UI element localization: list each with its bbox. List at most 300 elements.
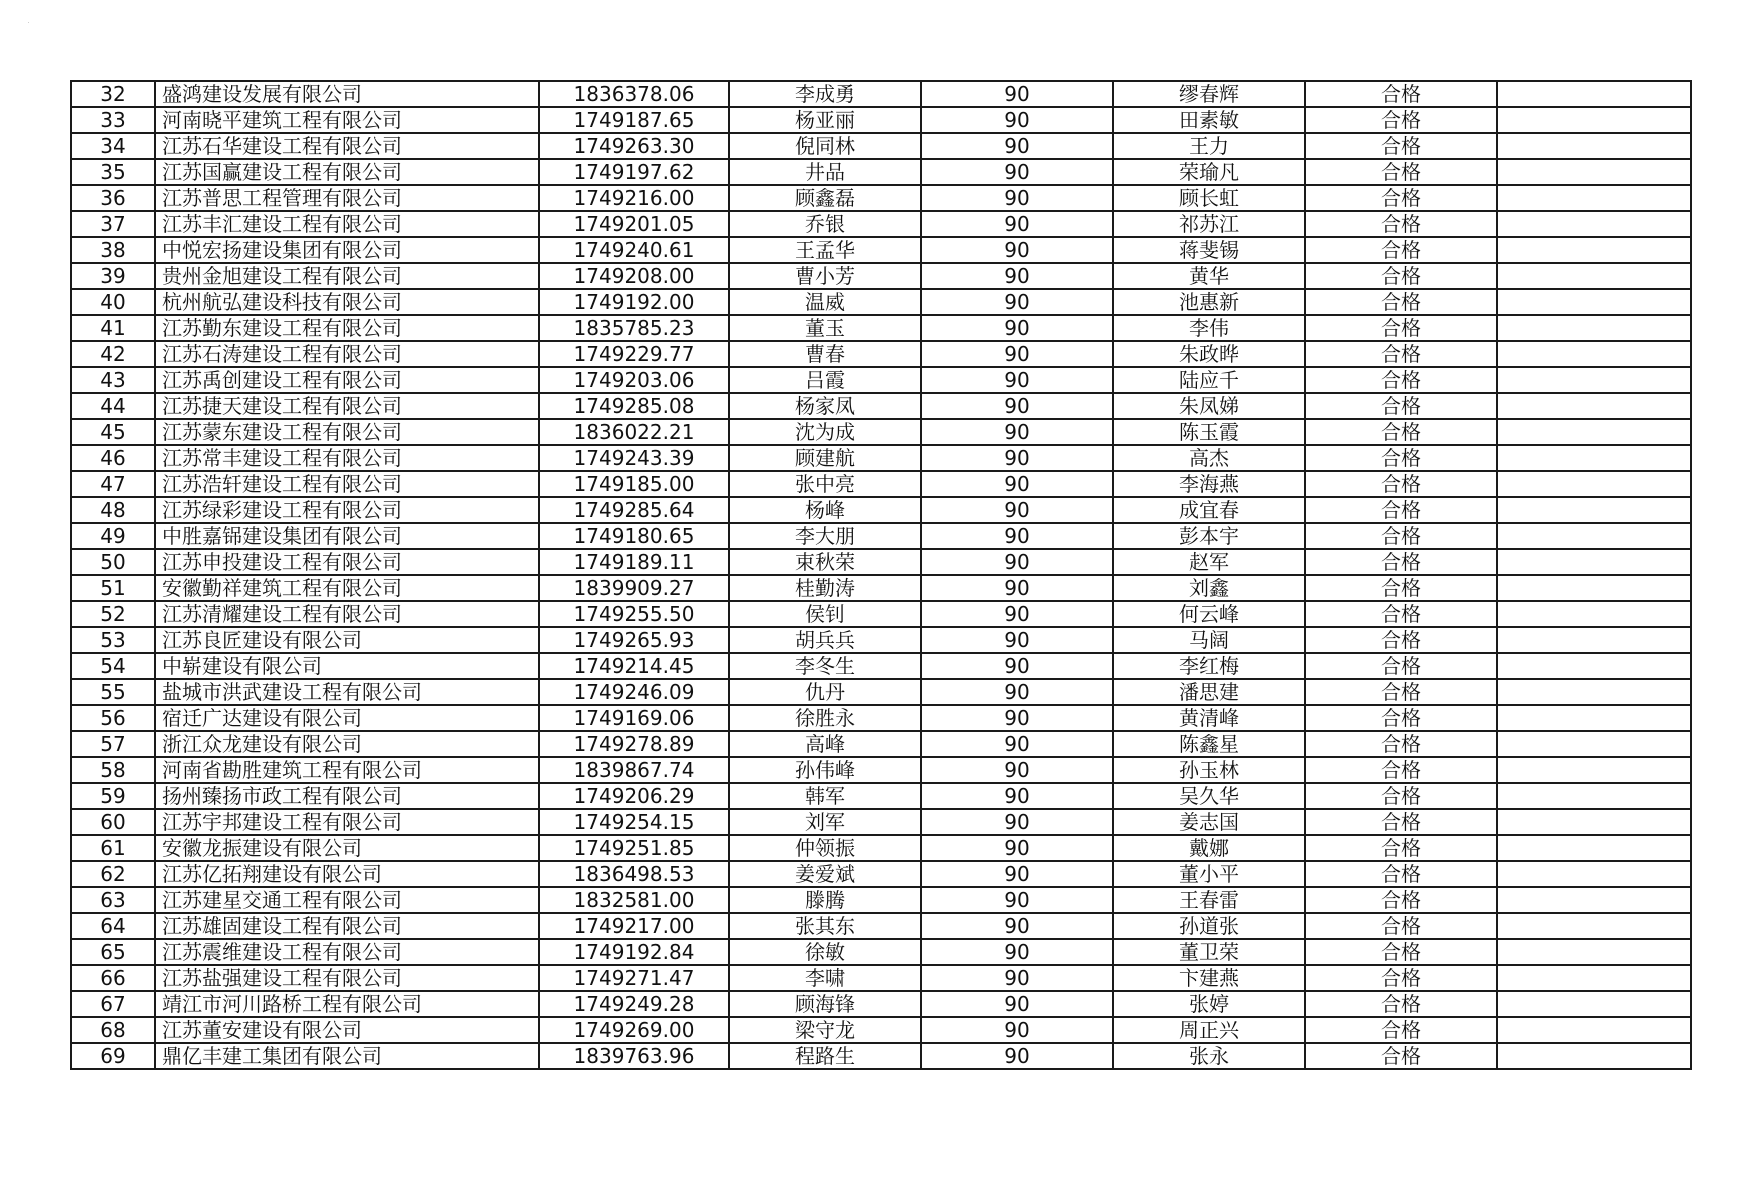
- cell-project-manager: 高峰: [729, 731, 921, 757]
- cell-remark: [1497, 523, 1691, 549]
- cell-technical-lead: 董小平: [1113, 861, 1305, 887]
- cell-index: 59: [71, 783, 155, 809]
- cell-score: 90: [921, 1017, 1113, 1043]
- cell-score: 90: [921, 211, 1113, 237]
- scan-mark: [28, 22, 29, 23]
- table-row: [71, 211, 1691, 237]
- cell-result: 合格: [1305, 861, 1497, 887]
- table-row: [71, 679, 1691, 705]
- cell-bid-price: 1749271.47: [539, 965, 729, 991]
- cell-result: 合格: [1305, 887, 1497, 913]
- cell-project-manager: 倪同林: [729, 133, 921, 159]
- table-row: [71, 549, 1691, 575]
- table-row: [71, 341, 1691, 367]
- cell-index: 60: [71, 809, 155, 835]
- cell-result: 合格: [1305, 133, 1497, 159]
- cell-index: 46: [71, 445, 155, 471]
- cell-company-name: 鼎亿丰建工集团有限公司: [155, 1043, 539, 1069]
- cell-technical-lead: 王力: [1113, 133, 1305, 159]
- cell-project-manager: 李大朋: [729, 523, 921, 549]
- cell-company-name: 江苏禹创建设工程有限公司: [155, 367, 539, 393]
- cell-project-manager: 胡兵兵: [729, 627, 921, 653]
- cell-project-manager: 井品: [729, 159, 921, 185]
- cell-bid-price: 1749243.39: [539, 445, 729, 471]
- cell-index: 37: [71, 211, 155, 237]
- table-row: [71, 991, 1691, 1017]
- cell-project-manager: 王孟华: [729, 237, 921, 263]
- cell-score: 90: [921, 939, 1113, 965]
- table-row: [71, 913, 1691, 939]
- cell-result: 合格: [1305, 575, 1497, 601]
- cell-remark: [1497, 991, 1691, 1017]
- cell-bid-price: 1749206.29: [539, 783, 729, 809]
- table-row: [71, 835, 1691, 861]
- cell-score: 90: [921, 627, 1113, 653]
- cell-company-name: 江苏石华建设工程有限公司: [155, 133, 539, 159]
- table-row: [71, 887, 1691, 913]
- cell-remark: [1497, 263, 1691, 289]
- cell-technical-lead: 李红梅: [1113, 653, 1305, 679]
- table-row: [71, 1043, 1691, 1069]
- cell-index: 35: [71, 159, 155, 185]
- cell-index: 63: [71, 887, 155, 913]
- cell-index: 50: [71, 549, 155, 575]
- cell-company-name: 江苏普思工程管理有限公司: [155, 185, 539, 211]
- cell-company-name: 盛鸿建设发展有限公司: [155, 81, 539, 107]
- table-row: [71, 783, 1691, 809]
- cell-score: 90: [921, 471, 1113, 497]
- cell-company-name: 江苏捷天建设工程有限公司: [155, 393, 539, 419]
- cell-bid-price: 1749189.11: [539, 549, 729, 575]
- cell-score: 90: [921, 263, 1113, 289]
- cell-remark: [1497, 315, 1691, 341]
- cell-technical-lead: 何云峰: [1113, 601, 1305, 627]
- cell-remark: [1497, 731, 1691, 757]
- cell-remark: [1497, 783, 1691, 809]
- cell-remark: [1497, 549, 1691, 575]
- cell-bid-price: 1749254.15: [539, 809, 729, 835]
- table-row: [71, 393, 1691, 419]
- cell-company-name: 靖江市河川路桥工程有限公司: [155, 991, 539, 1017]
- cell-technical-lead: 陆应千: [1113, 367, 1305, 393]
- cell-company-name: 中悦宏扬建设集团有限公司: [155, 237, 539, 263]
- cell-company-name: 中崭建设有限公司: [155, 653, 539, 679]
- cell-remark: [1497, 133, 1691, 159]
- cell-index: 66: [71, 965, 155, 991]
- cell-remark: [1497, 1043, 1691, 1069]
- table-body: [71, 81, 1691, 1069]
- cell-bid-price: 1839867.74: [539, 757, 729, 783]
- table-row: [71, 237, 1691, 263]
- cell-result: 合格: [1305, 419, 1497, 445]
- cell-index: 49: [71, 523, 155, 549]
- cell-bid-price: 1749192.84: [539, 939, 729, 965]
- cell-score: 90: [921, 653, 1113, 679]
- cell-index: 53: [71, 627, 155, 653]
- cell-project-manager: 沈为成: [729, 419, 921, 445]
- cell-project-manager: 杨峰: [729, 497, 921, 523]
- cell-technical-lead: 张永: [1113, 1043, 1305, 1069]
- cell-technical-lead: 蒋斐锡: [1113, 237, 1305, 263]
- cell-bid-price: 1749285.08: [539, 393, 729, 419]
- cell-remark: [1497, 939, 1691, 965]
- cell-score: 90: [921, 679, 1113, 705]
- cell-company-name: 江苏勤东建设工程有限公司: [155, 315, 539, 341]
- cell-bid-price: 1749208.00: [539, 263, 729, 289]
- cell-remark: [1497, 471, 1691, 497]
- cell-bid-price: 1749187.65: [539, 107, 729, 133]
- cell-score: 90: [921, 185, 1113, 211]
- cell-index: 44: [71, 393, 155, 419]
- cell-project-manager: 顾海锋: [729, 991, 921, 1017]
- cell-bid-price: 1835785.23: [539, 315, 729, 341]
- cell-technical-lead: 刘鑫: [1113, 575, 1305, 601]
- cell-result: 合格: [1305, 393, 1497, 419]
- cell-project-manager: 桂勤涛: [729, 575, 921, 601]
- cell-bid-price: 1749216.00: [539, 185, 729, 211]
- cell-result: 合格: [1305, 81, 1497, 107]
- cell-remark: [1497, 497, 1691, 523]
- cell-result: 合格: [1305, 159, 1497, 185]
- cell-result: 合格: [1305, 497, 1497, 523]
- cell-project-manager: 温威: [729, 289, 921, 315]
- cell-score: 90: [921, 1043, 1113, 1069]
- cell-bid-price: 1836498.53: [539, 861, 729, 887]
- cell-company-name: 贵州金旭建设工程有限公司: [155, 263, 539, 289]
- cell-company-name: 盐城市洪武建设工程有限公司: [155, 679, 539, 705]
- cell-index: 33: [71, 107, 155, 133]
- cell-company-name: 江苏清耀建设工程有限公司: [155, 601, 539, 627]
- cell-technical-lead: 李海燕: [1113, 471, 1305, 497]
- cell-project-manager: 杨家凤: [729, 393, 921, 419]
- cell-technical-lead: 陈玉霞: [1113, 419, 1305, 445]
- cell-company-name: 江苏蒙东建设工程有限公司: [155, 419, 539, 445]
- cell-technical-lead: 朱凤娣: [1113, 393, 1305, 419]
- cell-technical-lead: 潘思建: [1113, 679, 1305, 705]
- cell-bid-price: 1836022.21: [539, 419, 729, 445]
- table-row: [71, 861, 1691, 887]
- cell-project-manager: 程路生: [729, 1043, 921, 1069]
- cell-result: 合格: [1305, 185, 1497, 211]
- cell-index: 55: [71, 679, 155, 705]
- cell-score: 90: [921, 159, 1113, 185]
- cell-index: 40: [71, 289, 155, 315]
- cell-remark: [1497, 575, 1691, 601]
- cell-remark: [1497, 1017, 1691, 1043]
- cell-bid-price: 1832581.00: [539, 887, 729, 913]
- cell-project-manager: 顾建航: [729, 445, 921, 471]
- cell-index: 54: [71, 653, 155, 679]
- cell-score: 90: [921, 965, 1113, 991]
- cell-project-manager: 梁守龙: [729, 1017, 921, 1043]
- table-row: [71, 653, 1691, 679]
- cell-score: 90: [921, 445, 1113, 471]
- cell-technical-lead: 缪春辉: [1113, 81, 1305, 107]
- cell-result: 合格: [1305, 445, 1497, 471]
- cell-technical-lead: 卞建燕: [1113, 965, 1305, 991]
- cell-index: 64: [71, 913, 155, 939]
- table-row: [71, 705, 1691, 731]
- cell-score: 90: [921, 783, 1113, 809]
- cell-index: 45: [71, 419, 155, 445]
- cell-bid-price: 1749180.65: [539, 523, 729, 549]
- cell-project-manager: 曹春: [729, 341, 921, 367]
- cell-company-name: 江苏盐强建设工程有限公司: [155, 965, 539, 991]
- cell-technical-lead: 赵军: [1113, 549, 1305, 575]
- table-row: [71, 939, 1691, 965]
- cell-index: 61: [71, 835, 155, 861]
- cell-result: 合格: [1305, 601, 1497, 627]
- cell-company-name: 江苏浩轩建设工程有限公司: [155, 471, 539, 497]
- cell-index: 68: [71, 1017, 155, 1043]
- cell-score: 90: [921, 497, 1113, 523]
- cell-score: 90: [921, 601, 1113, 627]
- cell-result: 合格: [1305, 835, 1497, 861]
- cell-bid-price: 1749278.89: [539, 731, 729, 757]
- cell-remark: [1497, 107, 1691, 133]
- cell-bid-price: 1839763.96: [539, 1043, 729, 1069]
- cell-technical-lead: 王春雷: [1113, 887, 1305, 913]
- cell-bid-price: 1749214.45: [539, 653, 729, 679]
- cell-score: 90: [921, 419, 1113, 445]
- cell-project-manager: 李成勇: [729, 81, 921, 107]
- cell-bid-price: 1749185.00: [539, 471, 729, 497]
- cell-score: 90: [921, 757, 1113, 783]
- cell-company-name: 杭州航弘建设科技有限公司: [155, 289, 539, 315]
- cell-result: 合格: [1305, 315, 1497, 341]
- cell-result: 合格: [1305, 991, 1497, 1017]
- cell-score: 90: [921, 705, 1113, 731]
- cell-project-manager: 孙伟峰: [729, 757, 921, 783]
- table-row: [71, 575, 1691, 601]
- cell-score: 90: [921, 133, 1113, 159]
- cell-remark: [1497, 237, 1691, 263]
- cell-bid-price: 1749217.00: [539, 913, 729, 939]
- table-row: [71, 731, 1691, 757]
- cell-company-name: 河南晓平建筑工程有限公司: [155, 107, 539, 133]
- cell-index: 43: [71, 367, 155, 393]
- cell-score: 90: [921, 523, 1113, 549]
- cell-result: 合格: [1305, 549, 1497, 575]
- cell-result: 合格: [1305, 367, 1497, 393]
- cell-remark: [1497, 705, 1691, 731]
- cell-technical-lead: 戴娜: [1113, 835, 1305, 861]
- cell-bid-price: 1749285.64: [539, 497, 729, 523]
- cell-remark: [1497, 393, 1691, 419]
- cell-technical-lead: 陈鑫星: [1113, 731, 1305, 757]
- cell-index: 65: [71, 939, 155, 965]
- cell-bid-price: 1749251.85: [539, 835, 729, 861]
- cell-project-manager: 杨亚丽: [729, 107, 921, 133]
- cell-technical-lead: 孙玉林: [1113, 757, 1305, 783]
- cell-project-manager: 侯钊: [729, 601, 921, 627]
- table-row: [71, 419, 1691, 445]
- cell-bid-price: 1749240.61: [539, 237, 729, 263]
- cell-remark: [1497, 419, 1691, 445]
- cell-company-name: 江苏申投建设工程有限公司: [155, 549, 539, 575]
- table-row: [71, 289, 1691, 315]
- table-row: [71, 159, 1691, 185]
- cell-bid-price: 1749246.09: [539, 679, 729, 705]
- cell-remark: [1497, 757, 1691, 783]
- cell-technical-lead: 姜志国: [1113, 809, 1305, 835]
- cell-technical-lead: 黄华: [1113, 263, 1305, 289]
- cell-index: 69: [71, 1043, 155, 1069]
- table-row: [71, 757, 1691, 783]
- cell-index: 62: [71, 861, 155, 887]
- cell-project-manager: 乔银: [729, 211, 921, 237]
- cell-project-manager: 滕腾: [729, 887, 921, 913]
- table-row: [71, 471, 1691, 497]
- cell-technical-lead: 荣瑜凡: [1113, 159, 1305, 185]
- cell-technical-lead: 彭本宇: [1113, 523, 1305, 549]
- cell-technical-lead: 孙道张: [1113, 913, 1305, 939]
- cell-bid-price: 1749197.62: [539, 159, 729, 185]
- cell-remark: [1497, 809, 1691, 835]
- cell-index: 52: [71, 601, 155, 627]
- cell-project-manager: 张其东: [729, 913, 921, 939]
- cell-score: 90: [921, 887, 1113, 913]
- cell-score: 90: [921, 549, 1113, 575]
- cell-index: 42: [71, 341, 155, 367]
- table-row: [71, 367, 1691, 393]
- cell-company-name: 江苏董安建设有限公司: [155, 1017, 539, 1043]
- cell-technical-lead: 马阔: [1113, 627, 1305, 653]
- cell-score: 90: [921, 341, 1113, 367]
- cell-remark: [1497, 367, 1691, 393]
- cell-score: 90: [921, 913, 1113, 939]
- cell-index: 48: [71, 497, 155, 523]
- cell-remark: [1497, 861, 1691, 887]
- cell-score: 90: [921, 315, 1113, 341]
- cell-score: 90: [921, 81, 1113, 107]
- cell-company-name: 江苏宇邦建设工程有限公司: [155, 809, 539, 835]
- cell-result: 合格: [1305, 289, 1497, 315]
- cell-company-name: 江苏国赢建设工程有限公司: [155, 159, 539, 185]
- cell-project-manager: 徐敏: [729, 939, 921, 965]
- cell-project-manager: 韩军: [729, 783, 921, 809]
- cell-remark: [1497, 913, 1691, 939]
- cell-index: 57: [71, 731, 155, 757]
- cell-score: 90: [921, 991, 1113, 1017]
- cell-technical-lead: 祁苏江: [1113, 211, 1305, 237]
- cell-result: 合格: [1305, 1043, 1497, 1069]
- cell-result: 合格: [1305, 211, 1497, 237]
- cell-result: 合格: [1305, 653, 1497, 679]
- table-row: [71, 185, 1691, 211]
- cell-company-name: 河南省勘胜建筑工程有限公司: [155, 757, 539, 783]
- cell-result: 合格: [1305, 237, 1497, 263]
- cell-technical-lead: 张婷: [1113, 991, 1305, 1017]
- cell-index: 67: [71, 991, 155, 1017]
- cell-technical-lead: 董卫荣: [1113, 939, 1305, 965]
- cell-project-manager: 刘军: [729, 809, 921, 835]
- cell-result: 合格: [1305, 731, 1497, 757]
- cell-company-name: 宿迁广达建设有限公司: [155, 705, 539, 731]
- cell-technical-lead: 黄清峰: [1113, 705, 1305, 731]
- table-row: [71, 601, 1691, 627]
- cell-remark: [1497, 341, 1691, 367]
- cell-project-manager: 姜爱斌: [729, 861, 921, 887]
- cell-company-name: 江苏绿彩建设工程有限公司: [155, 497, 539, 523]
- cell-index: 34: [71, 133, 155, 159]
- cell-remark: [1497, 653, 1691, 679]
- cell-score: 90: [921, 731, 1113, 757]
- cell-technical-lead: 顾长虹: [1113, 185, 1305, 211]
- cell-score: 90: [921, 861, 1113, 887]
- table-row: [71, 523, 1691, 549]
- cell-score: 90: [921, 393, 1113, 419]
- table-row: [71, 965, 1691, 991]
- cell-company-name: 中胜嘉铞建设集团有限公司: [155, 523, 539, 549]
- cell-bid-price: 1749255.50: [539, 601, 729, 627]
- cell-project-manager: 仇丹: [729, 679, 921, 705]
- cell-remark: [1497, 965, 1691, 991]
- cell-technical-lead: 田素敏: [1113, 107, 1305, 133]
- cell-remark: [1497, 159, 1691, 185]
- cell-project-manager: 徐胜永: [729, 705, 921, 731]
- cell-bid-price: 1839909.27: [539, 575, 729, 601]
- cell-company-name: 江苏雄固建设工程有限公司: [155, 913, 539, 939]
- bidder-table: [70, 80, 1692, 1070]
- cell-score: 90: [921, 237, 1113, 263]
- cell-bid-price: 1749269.00: [539, 1017, 729, 1043]
- cell-remark: [1497, 211, 1691, 237]
- cell-result: 合格: [1305, 809, 1497, 835]
- cell-company-name: 江苏良匠建设有限公司: [155, 627, 539, 653]
- cell-score: 90: [921, 835, 1113, 861]
- cell-result: 合格: [1305, 523, 1497, 549]
- cell-score: 90: [921, 809, 1113, 835]
- cell-remark: [1497, 601, 1691, 627]
- cell-result: 合格: [1305, 757, 1497, 783]
- cell-technical-lead: 成宜春: [1113, 497, 1305, 523]
- cell-project-manager: 李啸: [729, 965, 921, 991]
- cell-technical-lead: 吴久华: [1113, 783, 1305, 809]
- table-row: [71, 1017, 1691, 1043]
- cell-result: 合格: [1305, 965, 1497, 991]
- cell-company-name: 浙江众龙建设有限公司: [155, 731, 539, 757]
- cell-remark: [1497, 679, 1691, 705]
- cell-remark: [1497, 445, 1691, 471]
- cell-bid-price: 1749201.05: [539, 211, 729, 237]
- table-row: [71, 445, 1691, 471]
- cell-score: 90: [921, 289, 1113, 315]
- cell-remark: [1497, 185, 1691, 211]
- cell-index: 51: [71, 575, 155, 601]
- cell-technical-lead: 朱政晔: [1113, 341, 1305, 367]
- cell-remark: [1497, 289, 1691, 315]
- cell-result: 合格: [1305, 471, 1497, 497]
- cell-technical-lead: 高杰: [1113, 445, 1305, 471]
- cell-project-manager: 仲领振: [729, 835, 921, 861]
- cell-index: 32: [71, 81, 155, 107]
- table-row: [71, 133, 1691, 159]
- cell-result: 合格: [1305, 913, 1497, 939]
- cell-index: 39: [71, 263, 155, 289]
- cell-remark: [1497, 887, 1691, 913]
- cell-technical-lead: 周正兴: [1113, 1017, 1305, 1043]
- cell-remark: [1497, 627, 1691, 653]
- table-row: [71, 107, 1691, 133]
- cell-result: 合格: [1305, 107, 1497, 133]
- cell-remark: [1497, 81, 1691, 107]
- cell-company-name: 扬州臻扬市政工程有限公司: [155, 783, 539, 809]
- cell-company-name: 江苏亿拓翔建设有限公司: [155, 861, 539, 887]
- cell-bid-price: 1749169.06: [539, 705, 729, 731]
- table-row: [71, 81, 1691, 107]
- table-row: [71, 263, 1691, 289]
